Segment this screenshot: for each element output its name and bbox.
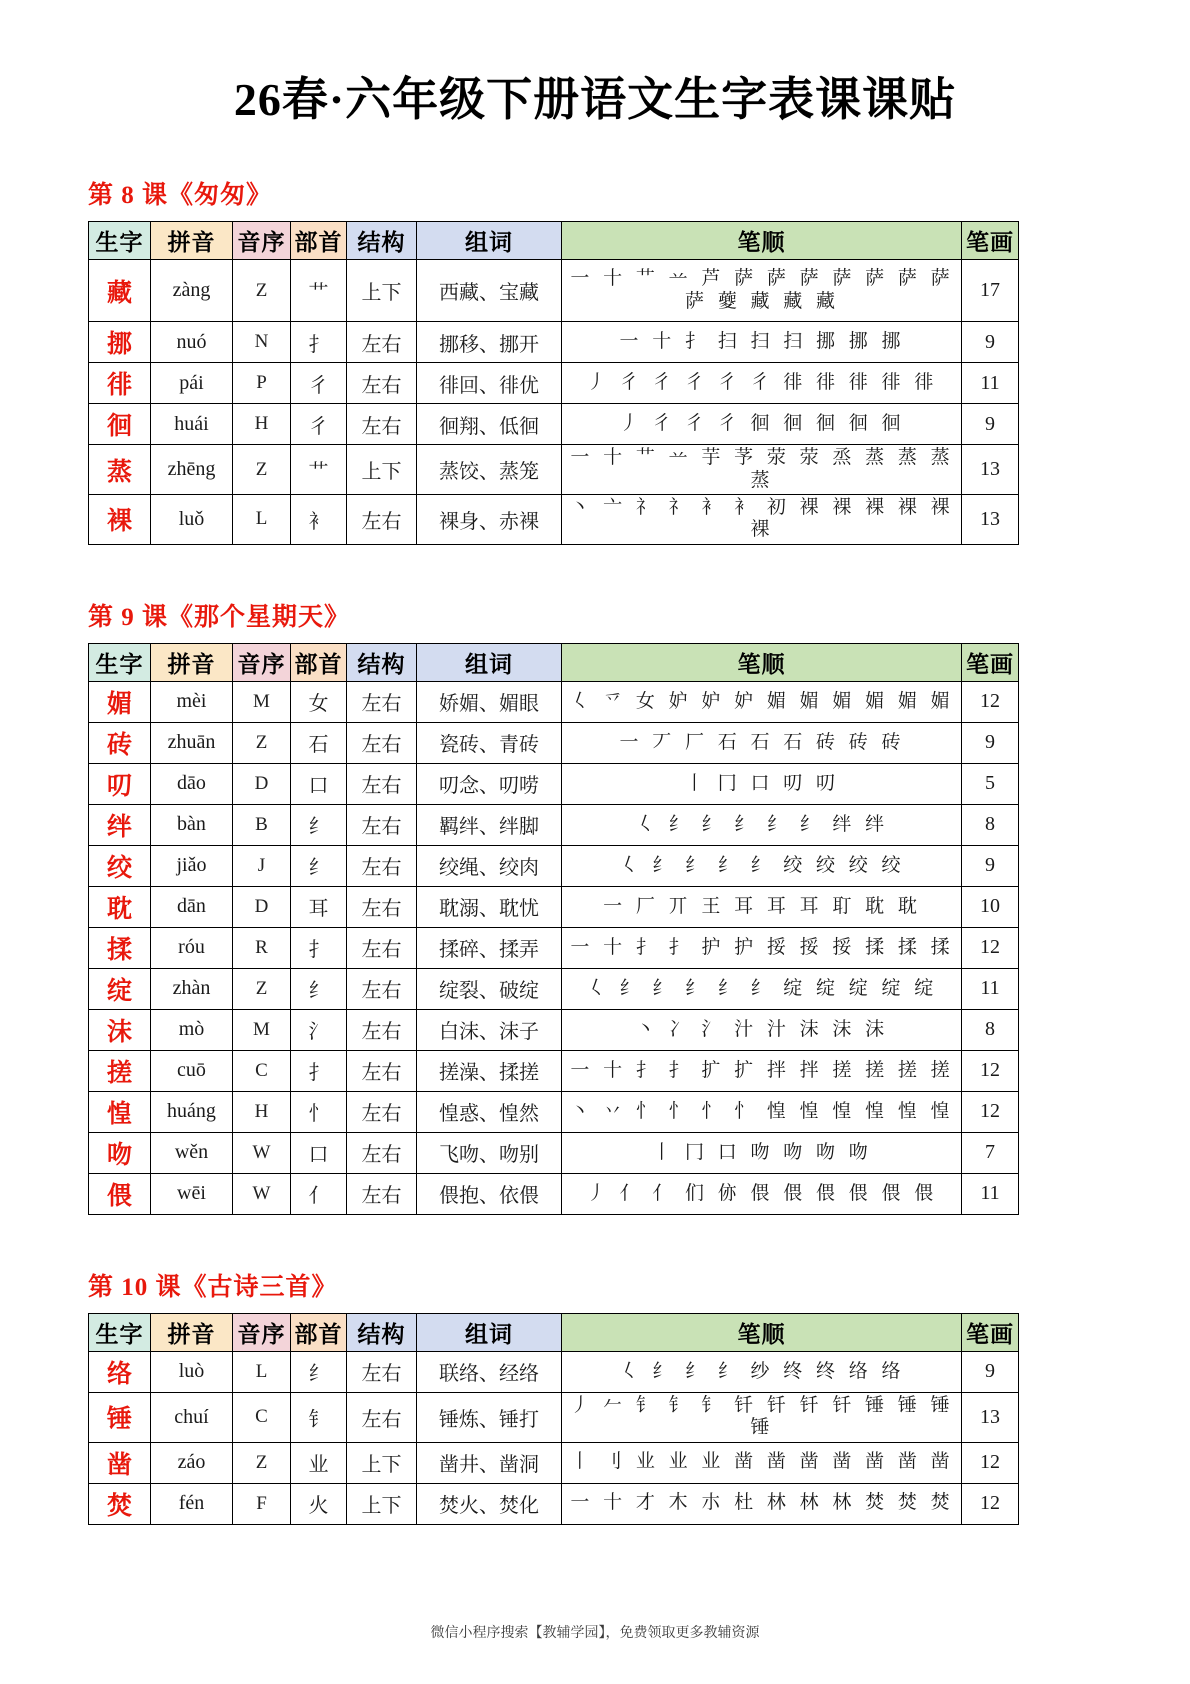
cell-words: 绽裂、破绽 (417, 968, 562, 1009)
cell-structure: 左右 (347, 763, 417, 804)
cell-structure: 左右 (347, 1173, 417, 1214)
cell-stroke-order (562, 1483, 962, 1524)
cell-pinyin: luò (151, 1351, 233, 1392)
cell-radical: 口 (291, 1132, 347, 1173)
cell-initial: Z (233, 1442, 291, 1483)
cell-initial: Z (233, 722, 291, 763)
cell-stroke-count: 8 (962, 1009, 1019, 1050)
stroke-sequence: 丿 𠂉 钅 钅 钅 钎 钎 钎 钎 锤 锤 锤 锤 (570, 1394, 953, 1439)
cell-radical: 彳 (291, 404, 347, 445)
cell-stroke-count: 12 (962, 1483, 1019, 1524)
lesson-heading-9: 第 9 课《那个星期天》 (88, 603, 351, 631)
cell-structure: 左右 (347, 322, 417, 363)
cell-words: 挪移、挪开 (417, 322, 562, 363)
cell-radical: 纟 (291, 845, 347, 886)
cell-character: 绊 (89, 804, 151, 845)
cell-stroke-order (562, 968, 962, 1009)
table-row (89, 260, 1019, 322)
cell-stroke-order (562, 363, 962, 404)
cell-words: 联络、经络 (417, 1351, 562, 1392)
cell-words: 徘回、徘优 (417, 363, 562, 404)
cell-pinyin: zhēng (151, 445, 233, 495)
cell-words: 惶惑、惶然 (417, 1091, 562, 1132)
cell-character: 蒸 (89, 445, 151, 495)
cell-character: 锤 (89, 1392, 151, 1442)
cell-radical: 火 (291, 1483, 347, 1524)
cell-pinyin: wěn (151, 1132, 233, 1173)
cell-stroke-count: 12 (962, 1091, 1019, 1132)
cell-pinyin: huáng (151, 1091, 233, 1132)
col-header-zuci: 组词 (417, 1313, 562, 1351)
col-header-shengzi: 生字 (89, 1313, 151, 1351)
cell-radical: 口 (291, 763, 347, 804)
cell-character: 沫 (89, 1009, 151, 1050)
cell-structure: 左右 (347, 363, 417, 404)
cell-words: 娇媚、媚眼 (417, 681, 562, 722)
cell-character: 绽 (89, 968, 151, 1009)
cell-pinyin: fén (151, 1483, 233, 1524)
cell-words: 裸身、赤裸 (417, 495, 562, 545)
cell-initial: J (233, 845, 291, 886)
col-header-bishun: 笔顺 (562, 643, 962, 681)
cell-stroke-order (562, 804, 962, 845)
cell-structure: 左右 (347, 804, 417, 845)
stroke-sequence: 一 厂 丌 王 耳 耳 耳 耵 耽 耽 (603, 895, 920, 917)
cell-stroke-count: 13 (962, 495, 1019, 545)
cell-structure: 左右 (347, 1392, 417, 1442)
cell-radical: 亻 (291, 1173, 347, 1214)
cell-character: 徘 (89, 363, 151, 404)
cell-radical: 氵 (291, 1009, 347, 1050)
cell-words: 偎抱、依偎 (417, 1173, 562, 1214)
stroke-sequence: 一 十 扌 扌 护 护 挼 挼 挼 揉 揉 揉 (570, 936, 953, 958)
cell-stroke-order (562, 1050, 962, 1091)
cell-pinyin: luǒ (151, 495, 233, 545)
cell-initial: L (233, 495, 291, 545)
stroke-sequence: 一 十 艹 䒑 芦 萨 萨 萨 萨 萨 萨 萨 萨 䕫 藏 藏 藏 (570, 268, 953, 312)
cell-words: 耽溺、耽忧 (417, 886, 562, 927)
col-header-pinyin: 拼音 (151, 643, 233, 681)
col-header-yinxu: 音序 (233, 643, 291, 681)
cell-pinyin: róu (151, 927, 233, 968)
cell-initial: D (233, 763, 291, 804)
cell-stroke-count: 12 (962, 1050, 1019, 1091)
table-row (89, 1132, 1019, 1173)
page-footer: 微信小程序搜索【教辅学园】，免费领取更多教辅资源 (430, 1624, 760, 1640)
col-header-shengzi: 生字 (89, 222, 151, 260)
table-row (89, 1173, 1019, 1214)
cell-pinyin: pái (151, 363, 233, 404)
cell-stroke-count: 13 (962, 445, 1019, 495)
page-title: 26春·六年级下册语文生字表课课贴 (233, 74, 957, 125)
cell-stroke-count: 12 (962, 681, 1019, 722)
cell-stroke-count: 10 (962, 886, 1019, 927)
cell-pinyin: mèi (151, 681, 233, 722)
cell-stroke-order (562, 322, 962, 363)
col-header-bishun: 笔顺 (562, 222, 962, 260)
cell-stroke-count: 9 (962, 845, 1019, 886)
stroke-sequence: 𡿨 纟 纟 纟 纟 绞 绞 绞 绞 (619, 854, 904, 876)
cell-words: 搓澡、揉搓 (417, 1050, 562, 1091)
cell-structure: 左右 (347, 845, 417, 886)
cell-stroke-count: 12 (962, 1442, 1019, 1483)
table-header-row (89, 1313, 1019, 1351)
table-row (89, 404, 1019, 445)
cell-pinyin: zhàn (151, 968, 233, 1009)
cell-stroke-order (562, 495, 962, 545)
cell-radical: 艹 (291, 445, 347, 495)
stroke-sequence: 𡿨 纟 纟 纟 纱 终 终 络 络 (619, 1360, 904, 1382)
cell-character: 叨 (89, 763, 151, 804)
col-header-zuci: 组词 (417, 643, 562, 681)
stroke-sequence: 丶 亠 礻 礻 衤 衤 初 裸 裸 裸 裸 裸 裸 (570, 497, 953, 541)
stroke-sequence: 𡿨 纟 纟 纟 纟 纟 绽 绽 绽 绽 绽 (586, 977, 937, 999)
cell-stroke-count: 5 (962, 763, 1019, 804)
cell-words: 西藏、宝藏 (417, 260, 562, 322)
cell-words: 揉碎、揉弄 (417, 927, 562, 968)
cell-structure: 左右 (347, 681, 417, 722)
table-row (89, 927, 1019, 968)
cell-stroke-order (562, 681, 962, 722)
cell-stroke-order (562, 260, 962, 322)
cell-initial: Z (233, 260, 291, 322)
cell-stroke-order (562, 1009, 962, 1050)
cell-character: 凿 (89, 1442, 151, 1483)
table-row (89, 763, 1019, 804)
cell-structure: 左右 (347, 495, 417, 545)
table-row (89, 1483, 1019, 1524)
col-header-jiegou: 结构 (347, 643, 417, 681)
cell-radical: 彳 (291, 363, 347, 404)
cell-radical: 纟 (291, 968, 347, 1009)
cell-stroke-count: 9 (962, 722, 1019, 763)
cell-initial: H (233, 404, 291, 445)
stroke-sequence: 丿 彳 彳 彳 徊 徊 徊 徊 徊 (619, 412, 904, 434)
stroke-sequence: 一 十 艹 䒑 芋 芧 荥 荥 烝 蒸 蒸 蒸 蒸 (570, 447, 953, 491)
table-row (89, 722, 1019, 763)
cell-character: 耽 (89, 886, 151, 927)
cell-initial: H (233, 1091, 291, 1132)
cell-character: 络 (89, 1351, 151, 1392)
cell-stroke-count: 9 (962, 322, 1019, 363)
stroke-sequence: 丶 丷 忄 忄 忄 忄 惶 惶 惶 惶 惶 惶 (570, 1100, 953, 1122)
cell-initial: B (233, 804, 291, 845)
cell-pinyin: záo (151, 1442, 233, 1483)
cell-radical: 石 (291, 722, 347, 763)
cell-structure: 上下 (347, 260, 417, 322)
cell-structure: 左右 (347, 1009, 417, 1050)
cell-radical: 扌 (291, 322, 347, 363)
cell-stroke-order (562, 722, 962, 763)
cell-radical: 纟 (291, 804, 347, 845)
cell-words: 徊翔、低徊 (417, 404, 562, 445)
cell-initial: L (233, 1351, 291, 1392)
cell-initial: Z (233, 968, 291, 1009)
cell-pinyin: zhuān (151, 722, 233, 763)
cell-radical: 钅 (291, 1392, 347, 1442)
cell-stroke-order (562, 1392, 962, 1442)
cell-words: 飞吻、吻别 (417, 1132, 562, 1173)
cell-pinyin: bàn (151, 804, 233, 845)
cell-pinyin: chuí (151, 1392, 233, 1442)
stroke-sequence: 一 十 扌 扌 扩 扩 拌 拌 搓 搓 搓 搓 (570, 1059, 953, 1081)
cell-pinyin: zàng (151, 260, 233, 322)
table-row (89, 1351, 1019, 1392)
cell-character: 惶 (89, 1091, 151, 1132)
cell-stroke-order (562, 1442, 962, 1483)
cell-initial: W (233, 1173, 291, 1214)
cell-stroke-count: 11 (962, 363, 1019, 404)
cell-stroke-count: 17 (962, 260, 1019, 322)
cell-character: 绞 (89, 845, 151, 886)
cell-words: 蒸饺、蒸笼 (417, 445, 562, 495)
table-row (89, 681, 1019, 722)
cell-initial: W (233, 1132, 291, 1173)
cell-initial: R (233, 927, 291, 968)
cell-pinyin: wēi (151, 1173, 233, 1214)
table-row (89, 1050, 1019, 1091)
col-header-pinyin: 拼音 (151, 1313, 233, 1351)
col-header-bihua: 笔画 (962, 1313, 1019, 1351)
cell-radical: 纟 (291, 1351, 347, 1392)
cell-character: 揉 (89, 927, 151, 968)
cell-character: 裸 (89, 495, 151, 545)
cell-pinyin: dān (151, 886, 233, 927)
cell-words: 凿井、凿洞 (417, 1442, 562, 1483)
cell-stroke-order (562, 927, 962, 968)
cell-stroke-count: 11 (962, 1173, 1019, 1214)
cell-character: 媚 (89, 681, 151, 722)
stroke-sequence: 一 丆 厂 石 石 石 砖 砖 砖 (619, 731, 904, 753)
cell-structure: 左右 (347, 886, 417, 927)
character-table-10 (88, 1313, 1019, 1525)
cell-stroke-order (562, 763, 962, 804)
cell-initial: Z (233, 445, 291, 495)
stroke-sequence: 一 十 才 木 朩 杜 林 林 林 焚 焚 焚 (570, 1492, 953, 1514)
table-header-row (89, 222, 1019, 260)
cell-structure: 左右 (347, 1050, 417, 1091)
cell-initial: M (233, 1009, 291, 1050)
cell-words: 焚火、焚化 (417, 1483, 562, 1524)
col-header-shengzi: 生字 (89, 643, 151, 681)
cell-words: 绞绳、绞肉 (417, 845, 562, 886)
col-header-bihua: 笔画 (962, 222, 1019, 260)
col-header-bishun: 笔顺 (562, 1313, 962, 1351)
character-table-9 (88, 643, 1019, 1215)
cell-stroke-count: 8 (962, 804, 1019, 845)
cell-structure: 左右 (347, 722, 417, 763)
lesson-block-10 (0, 1267, 1190, 1525)
col-header-pinyin: 拼音 (151, 222, 233, 260)
cell-structure: 上下 (347, 445, 417, 495)
cell-character: 偎 (89, 1173, 151, 1214)
cell-structure: 左右 (347, 1132, 417, 1173)
col-header-bushou: 部首 (291, 222, 347, 260)
stroke-sequence: 丿 亻 亻 们 㑊 偎 偎 偎 偎 偎 偎 (586, 1182, 937, 1204)
cell-radical: 忄 (291, 1091, 347, 1132)
col-header-bushou: 部首 (291, 1313, 347, 1351)
cell-radical: 艹 (291, 260, 347, 322)
cell-pinyin: dāo (151, 763, 233, 804)
lesson-heading-10: 第 10 课《古诗三首》 (88, 1273, 338, 1301)
stroke-sequence: 一 十 扌 扫 扫 扫 挪 挪 挪 (619, 330, 904, 352)
cell-initial: C (233, 1392, 291, 1442)
cell-structure: 左右 (347, 404, 417, 445)
cell-pinyin: mò (151, 1009, 233, 1050)
table-row (89, 363, 1019, 404)
cell-structure: 上下 (347, 1483, 417, 1524)
cell-stroke-count: 11 (962, 968, 1019, 1009)
cell-character: 焚 (89, 1483, 151, 1524)
cell-pinyin: jiǎo (151, 845, 233, 886)
cell-structure: 左右 (347, 927, 417, 968)
cell-words: 叨念、叨唠 (417, 763, 562, 804)
col-header-yinxu: 音序 (233, 1313, 291, 1351)
stroke-sequence: 𡿨 纟 纟 纟 纟 纟 绊 绊 (635, 813, 888, 835)
stroke-sequence: 丨 刂 业 业 业 凿 凿 凿 凿 凿 凿 凿 (570, 1451, 953, 1473)
table-row (89, 495, 1019, 545)
table-row (89, 886, 1019, 927)
cell-stroke-count: 7 (962, 1132, 1019, 1173)
col-header-bushou: 部首 (291, 643, 347, 681)
cell-radical: 耳 (291, 886, 347, 927)
cell-radical: 业 (291, 1442, 347, 1483)
table-row (89, 1009, 1019, 1050)
stroke-sequence: 𡿨 乊 女 妒 妒 妒 媚 媚 媚 媚 媚 媚 (570, 690, 953, 712)
cell-character: 挪 (89, 322, 151, 363)
cell-initial: D (233, 886, 291, 927)
cell-stroke-order (562, 1351, 962, 1392)
stroke-sequence: 丨 冂 口 叨 叨 (684, 772, 838, 794)
cell-stroke-count: 12 (962, 927, 1019, 968)
cell-structure: 左右 (347, 968, 417, 1009)
cell-stroke-order (562, 404, 962, 445)
cell-initial: N (233, 322, 291, 363)
cell-stroke-count: 13 (962, 1392, 1019, 1442)
cell-initial: F (233, 1483, 291, 1524)
table-row (89, 804, 1019, 845)
table-row (89, 968, 1019, 1009)
lesson-heading-8: 第 8 课《匆匆》 (88, 182, 273, 210)
cell-stroke-order (562, 845, 962, 886)
cell-radical: 衤 (291, 495, 347, 545)
stroke-sequence: 丨 冂 口 吻 吻 吻 吻 (652, 1141, 871, 1163)
cell-character: 藏 (89, 260, 151, 322)
table-row (89, 1392, 1019, 1442)
cell-structure: 上下 (347, 1442, 417, 1483)
table-row (89, 322, 1019, 363)
cell-stroke-count: 9 (962, 1351, 1019, 1392)
table-row (89, 1091, 1019, 1132)
cell-radical: 扌 (291, 1050, 347, 1091)
cell-stroke-order (562, 1091, 962, 1132)
cell-words: 瓷砖、青砖 (417, 722, 562, 763)
cell-initial: M (233, 681, 291, 722)
table-row (89, 845, 1019, 886)
cell-pinyin: nuó (151, 322, 233, 363)
table-row (89, 445, 1019, 495)
col-header-bihua: 笔画 (962, 643, 1019, 681)
cell-initial: C (233, 1050, 291, 1091)
cell-structure: 左右 (347, 1091, 417, 1132)
table-row (89, 1442, 1019, 1483)
cell-words: 羁绊、绊脚 (417, 804, 562, 845)
cell-initial: P (233, 363, 291, 404)
col-header-zuci: 组词 (417, 222, 562, 260)
col-header-jiegou: 结构 (347, 1313, 417, 1351)
cell-pinyin: huái (151, 404, 233, 445)
cell-stroke-count: 9 (962, 404, 1019, 445)
col-header-yinxu: 音序 (233, 222, 291, 260)
cell-words: 白沫、沫子 (417, 1009, 562, 1050)
lesson-block-9 (0, 597, 1190, 1215)
table-header-row (89, 643, 1019, 681)
cell-character: 吻 (89, 1132, 151, 1173)
cell-stroke-order (562, 1173, 962, 1214)
cell-character: 徊 (89, 404, 151, 445)
cell-stroke-order (562, 445, 962, 495)
cell-radical: 扌 (291, 927, 347, 968)
cell-words: 锤炼、锤打 (417, 1392, 562, 1442)
lesson-block-8 (0, 175, 1190, 545)
stroke-sequence: 丶 冫 氵 汁 汁 沫 沫 沫 (635, 1018, 888, 1040)
cell-stroke-order (562, 1132, 962, 1173)
cell-pinyin: cuō (151, 1050, 233, 1091)
cell-radical: 女 (291, 681, 347, 722)
cell-character: 砖 (89, 722, 151, 763)
stroke-sequence: 丿 彳 彳 彳 彳 彳 徘 徘 徘 徘 徘 (586, 371, 937, 393)
col-header-jiegou: 结构 (347, 222, 417, 260)
cell-stroke-order (562, 886, 962, 927)
character-table-8 (88, 221, 1019, 545)
cell-structure: 左右 (347, 1351, 417, 1392)
cell-character: 搓 (89, 1050, 151, 1091)
